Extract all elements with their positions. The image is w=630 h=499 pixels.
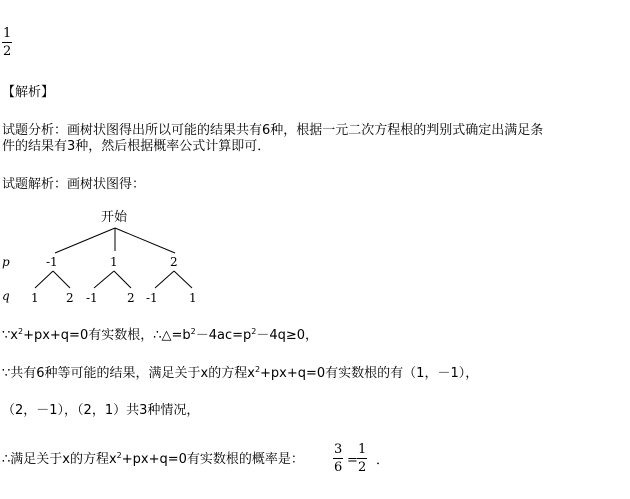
tree-edge — [155, 271, 174, 288]
fraction-numerator: 1 — [358, 442, 367, 457]
tree-node-p: 2 — [170, 255, 178, 269]
tree-root: 开始 — [101, 210, 128, 225]
text-segment: ∵x — [2, 328, 18, 343]
tree-node-q: 1 — [189, 291, 197, 305]
simplified-fraction — [357, 443, 367, 474]
text-segment: +px+q=0有实数根，∴△=b — [23, 328, 191, 343]
analysis-line-2: 件的结果有3种，然后根据概率公式计算即可． — [2, 139, 271, 154]
superscript: 2 — [251, 327, 257, 336]
tree-edge — [35, 271, 53, 288]
superscript: 2 — [17, 327, 24, 336]
reasoning-line-1 — [2, 329, 318, 342]
tree-node-q: 1 — [31, 291, 39, 305]
tree-node-q: -1 — [86, 291, 98, 305]
superscript: 2 — [254, 365, 261, 374]
text-segment: －4q≥0， — [256, 328, 319, 343]
fraction-numerator: 3 — [334, 442, 343, 457]
superscript: 2 — [116, 451, 122, 460]
fraction-bar — [333, 458, 343, 459]
tree-edge — [115, 228, 175, 253]
answer-denominator: 2 — [3, 44, 12, 59]
solution-intro: 试题解析：画树状图得： — [2, 177, 146, 192]
fraction-denominator: 2 — [358, 460, 367, 475]
tree-node-q: -1 — [146, 291, 158, 305]
row-label-q: q — [2, 289, 10, 303]
fraction-bar — [357, 458, 367, 459]
tree-edge — [55, 228, 115, 253]
fraction-denominator: 6 — [334, 460, 343, 475]
text-segment: －4ac=p — [195, 328, 252, 343]
tree-node-q: 2 — [66, 291, 74, 305]
tree-edge — [94, 271, 114, 288]
text-segment: ∵共有6种等可能的结果，满足关于x的方程x — [2, 366, 255, 381]
tree-edge — [174, 271, 192, 288]
sentence-end: ． — [376, 453, 390, 468]
reasoning-line-3: （2，－1），（2，1）共3种情况， — [2, 403, 200, 418]
tree-node-p: -1 — [46, 255, 58, 269]
tree-node-q: 2 — [127, 291, 135, 305]
equals-sign: = — [347, 453, 358, 468]
analysis-line-1: 试题分析：画树状图得出所以可能的结果共有6种，根据一元二次方程根的判别式确定出满足条 — [2, 123, 544, 138]
tree-edge — [53, 271, 70, 288]
reasoning-line-2 — [2, 367, 478, 380]
answer-numerator: 1 — [3, 26, 12, 41]
tree-edge — [114, 271, 131, 288]
superscript: 2 — [190, 327, 196, 336]
text-segment: +px+q=0有实数根的概率是： — [121, 452, 304, 467]
section-title: 【解析】 — [2, 85, 55, 100]
tree-node-p: 1 — [110, 255, 118, 269]
reasoning-line-4 — [2, 453, 304, 466]
text-segment: +px+q=0有实数根的有（1，－1）， — [260, 366, 479, 381]
probability-fraction — [333, 443, 343, 474]
text-segment: ∴满足关于x的方程x — [2, 452, 117, 467]
row-label-p: p — [2, 255, 10, 269]
